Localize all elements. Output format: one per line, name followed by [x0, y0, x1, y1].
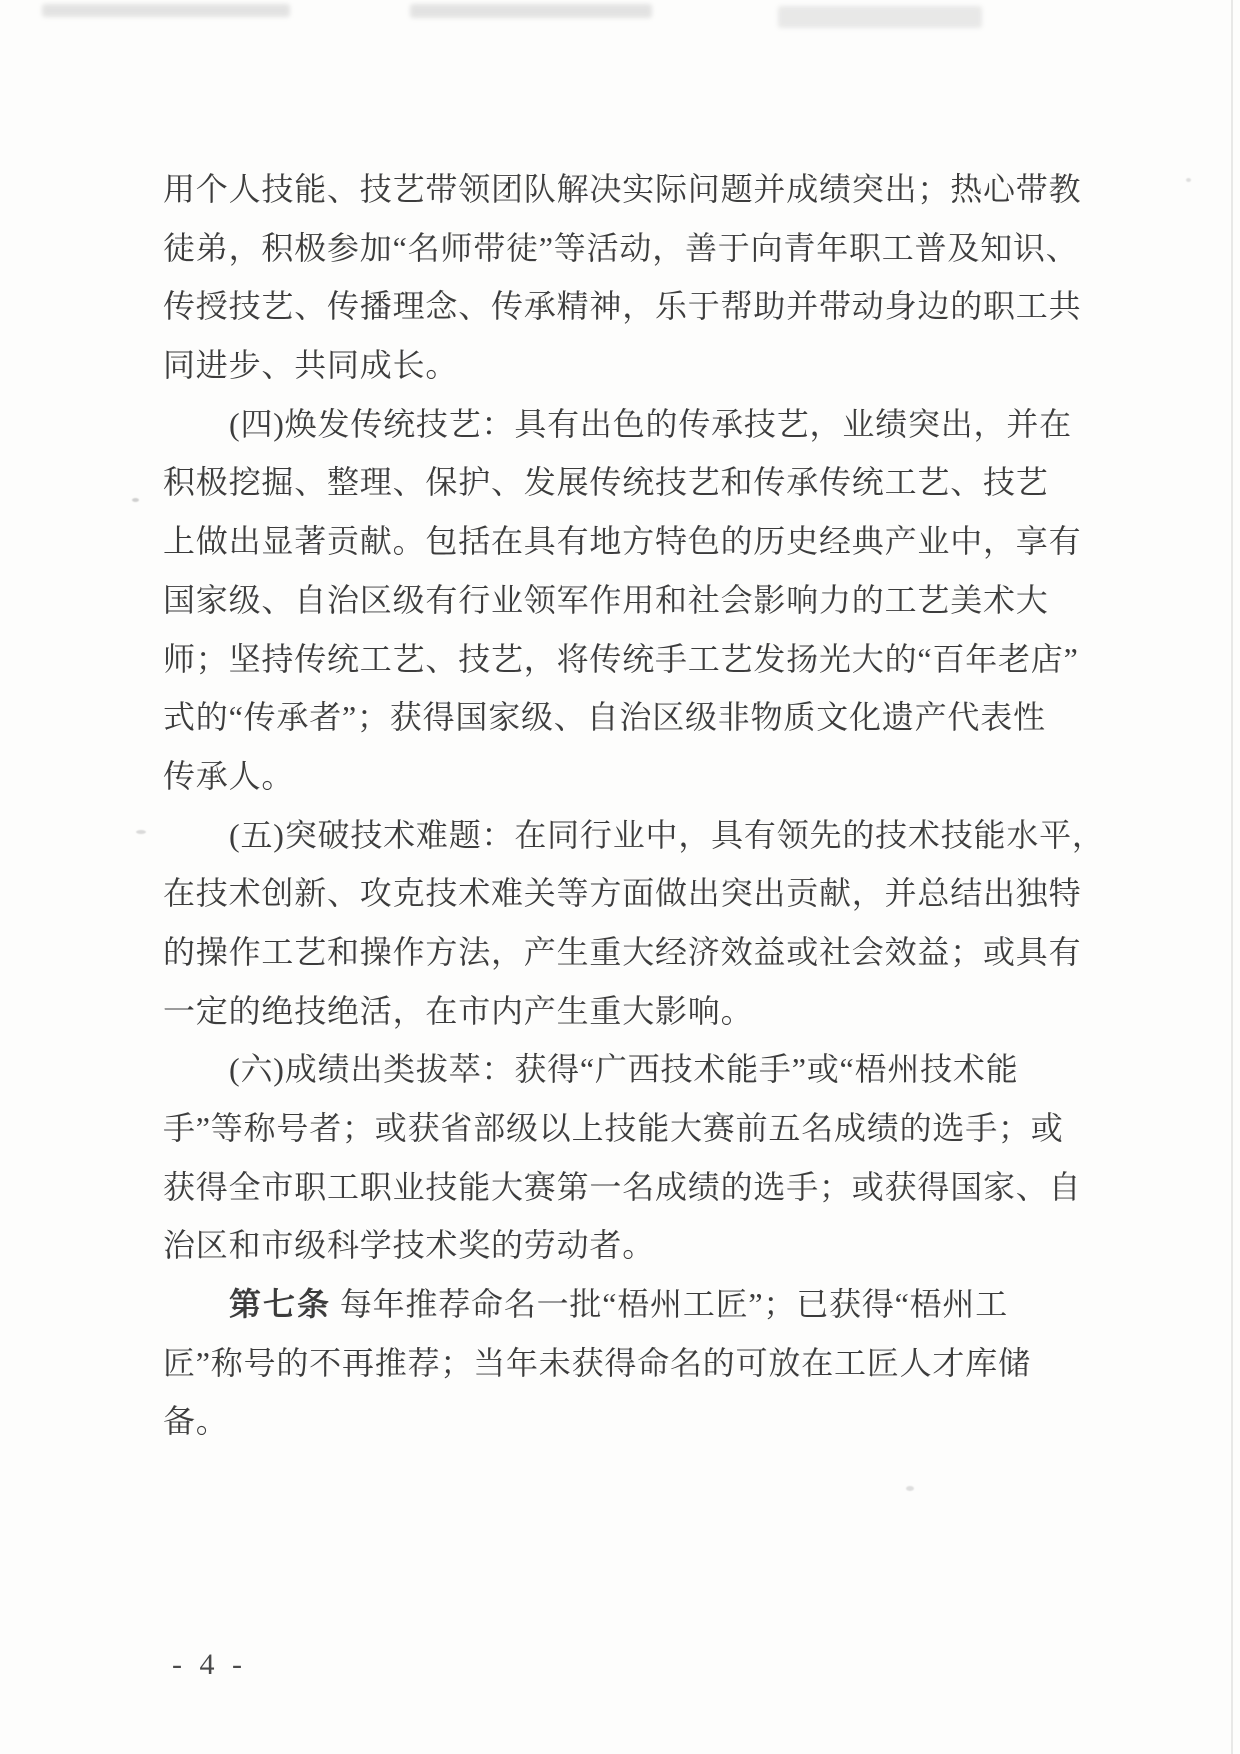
scan-artifact-speck — [136, 830, 146, 834]
scan-artifact-smudge — [778, 6, 982, 28]
page-number: - 4 - — [172, 1648, 247, 1681]
text-line: 在技术创新、攻克技术难关等方面做出突出贡献，并总结出独特 — [163, 875, 1082, 912]
scan-artifact-speck — [1186, 178, 1191, 182]
text-line: (六)成绩出类拔萃：获得“广西技术能手”或“梧州技术能 — [229, 1051, 1019, 1088]
text-line: 获得全市职工职业技能大赛第一名成绩的选手；或获得国家、自 — [163, 1168, 1082, 1205]
text-line: 传承人。 — [163, 757, 295, 794]
text-line: 治区和市级科学技术奖的劳动者。 — [163, 1227, 656, 1264]
text-line: 式的“传承者”；获得国家级、自治区级非物质文化遗产代表性 — [163, 699, 1046, 736]
scan-artifact-smudge — [42, 4, 290, 17]
text-line: 积极挖掘、整理、保护、发展传统技艺和传承传统工艺、技艺 — [163, 464, 1049, 501]
scan-artifact-edge-line — [1231, 0, 1233, 1754]
text-line: 的操作工艺和操作方法，产生重大经济效益或社会效益；或具有 — [163, 933, 1082, 970]
scan-artifact-speck — [906, 1486, 914, 1491]
text-line: (五)突破技术难题：在同行业中，具有领先的技术技能水平， — [229, 816, 1105, 853]
text-line: 匠”称号的不再推荐；当年未获得命名的可放在工匠人才库储 — [163, 1344, 1031, 1381]
scan-artifact-smudge — [410, 4, 652, 18]
article-number: 第七条 — [229, 1286, 332, 1323]
text-line: 同进步、共同成长。 — [163, 347, 459, 384]
text-line: 传授技艺、传播理念、传承精神，乐于帮助并带动身边的职工共 — [163, 288, 1082, 325]
text-line: 上做出显著贡献。包括在具有地方特色的历史经典产业中，享有 — [163, 523, 1082, 560]
document-body — [163, 160, 1105, 1451]
text-line: 国家级、自治区级有行业领军作用和社会影响力的工艺美术大 — [163, 581, 1049, 618]
text-line: 师；坚持传统工艺、技艺，将传统手工艺发扬光大的“百年老店” — [163, 640, 1079, 677]
text-line: (四)焕发传统技艺：具有出色的传承技艺，业绩突出，并在 — [229, 405, 1072, 442]
text-line: 第七条 每年推荐命名一批“梧州工匠”；已获得“梧州工 — [229, 1286, 1009, 1323]
text-line: 用个人技能、技艺带领团队解决实际问题并成绩突出；热心带教 — [163, 171, 1082, 207]
text-line: 手”等称号者；或获省部级以上技能大赛前五名成绩的选手；或 — [163, 1110, 1064, 1146]
scan-artifact-speck — [132, 498, 139, 502]
text-line: 一定的绝技绝活，在市内产生重大影响。 — [163, 992, 754, 1029]
text-line: 备。 — [163, 1403, 229, 1440]
text-line: 徒弟，积极参加“名师带徒”等活动，善于向青年职工普及知识、 — [163, 229, 1079, 266]
